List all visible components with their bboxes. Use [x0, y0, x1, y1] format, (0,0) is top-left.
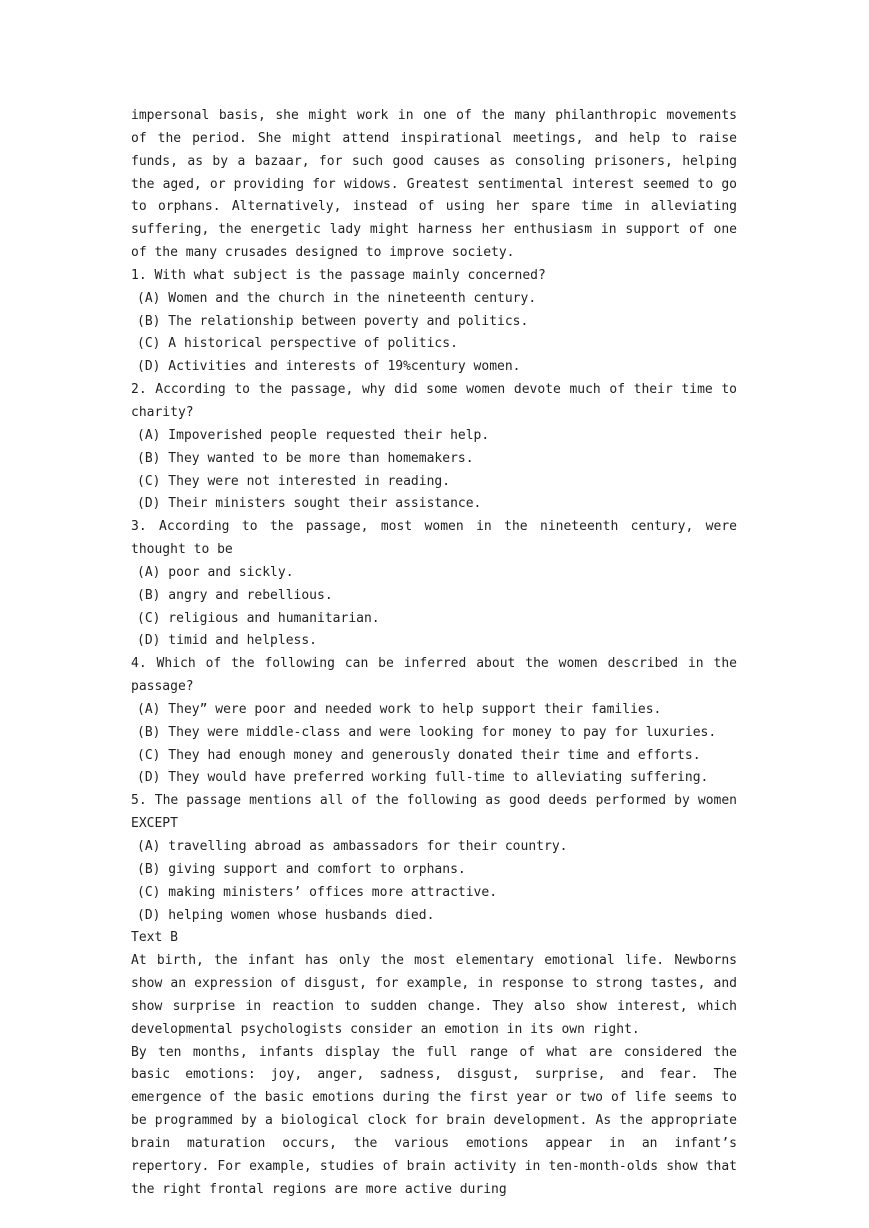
question-stem: 3. According to the passage, most women in the nineteenth century, were thought to be [131, 519, 737, 558]
option-d: (D) helping women whose husbands died. [137, 907, 435, 923]
option-a: (A) They” were poor and needed work to help support their families. [137, 701, 662, 717]
option-d: (D) Their ministers sought their assistance. [137, 496, 482, 512]
option-c: (C) They had enough money and generously donated their time and efforts. [137, 747, 701, 763]
option-a: (A) Women and the church in the nineteenth century. [137, 290, 537, 306]
option-b: (B) The relationship between poverty and politics. [137, 313, 529, 329]
option-d: (D) timid and helpless. [137, 633, 318, 649]
passage-a-paragraph: impersonal basis, she might work in one of the many philanthropic movements of the period. She might attend inspirational meetings, and help to raise funds, as by a bazaar, for such good causes as consoling prisoners, helping the aged, or providing for widows. Greatest sentimental interest seemed to go to orphans. Alternatively, instead of using her spare time in alleviating suffering, the energetic lady might harness her enthusiasm in support of one of the many crusades designed to improve society. [131, 108, 737, 261]
option-a: (A) Impoverished people requested their help. [137, 427, 490, 443]
option-a: (A) poor and sickly. [137, 564, 294, 580]
option-d: (D) They would have preferred working full-time to alleviating suffering. [137, 770, 709, 786]
question-2 [131, 379, 737, 516]
text-b-paragraph-2: By ten months, infants display the full range of what are considered the basic emotions: joy, anger, sadness, disgust, surprise, and fear. The emergence of the basic emotions during the first year or two of life seems to be programmed by a biological clock for brain development. As the appropriate brain maturation occurs, the various emotions appear in an infant’s repertory. For example, studies of brain activity in ten-month-olds show that the right frontal regions are more active during [131, 1044, 737, 1197]
text-b-heading: Text B [131, 930, 178, 946]
option-b: (B) giving support and comfort to orphans. [137, 861, 466, 877]
option-c: (C) making ministers’ offices more attractive. [137, 884, 498, 900]
question-4 [131, 653, 737, 790]
question-1 [131, 265, 737, 379]
document-page [131, 105, 737, 1202]
option-d: (D) Activities and interests of 19%century women. [137, 359, 521, 375]
question-5 [131, 790, 737, 927]
option-c: (C) religious and humanitarian. [137, 610, 380, 626]
option-b: (B) They wanted to be more than homemakers. [137, 450, 474, 466]
option-a: (A) travelling abroad as ambassadors for their country. [137, 839, 568, 854]
option-c: (C) They were not interested in reading. [137, 473, 451, 489]
question-3 [131, 516, 737, 653]
question-stem: 5. The passage mentions all of the following as good deeds performed by women EXCEPT [131, 793, 737, 832]
option-c: (C) A historical perspective of politics. [137, 336, 458, 352]
question-stem: 4. Which of the following can be inferred about the women described in the passage? [131, 656, 737, 695]
option-b: (B) They were middle-class and were looking for money to pay for luxuries. [137, 724, 717, 740]
question-stem: 1. With what subject is the passage mainly concerned? [131, 267, 546, 283]
text-b-paragraph-1: At birth, the infant has only the most elementary emotional life. Newborns show an expression of disgust, for example, in response to strong tastes, and show surprise in reaction to sudden change. They also show interest, which developmental psychologists consider an emotion in its own right. [131, 953, 737, 1037]
question-stem: 2. According to the passage, why did some women devote much of their time to charity? [131, 382, 737, 420]
option-b: (B) angry and rebellious. [137, 587, 333, 603]
